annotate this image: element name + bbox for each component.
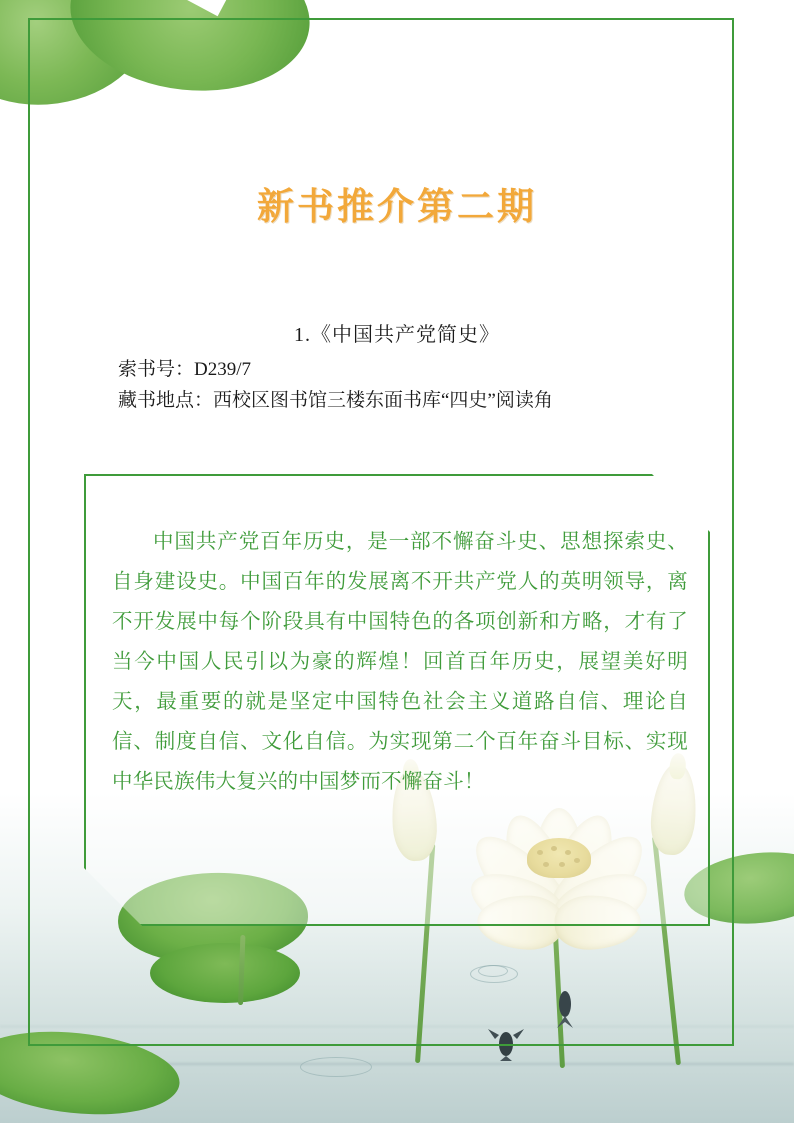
- book-entry-title: 1.《中国共产党简史》: [294, 324, 500, 346]
- page-title: 新书推介第二期: [257, 186, 537, 227]
- book-metadata: [118, 354, 678, 416]
- note-text: 中国共产党百年历史，是一部不懈奋斗史、思想探索史、自身建设史。中国百年的发展离不开共产党人的英明领导，离不开发展中每个阶段具有中国特色的各项创新和方略，才有了当今中国人民引以为豪的辉煌！回首百年历史，展望美好明天，最重要的就是坚定中国特色社会主义道路自信、理论自信、制度自信、文化自信。为实现第二个百年奋斗目标、实现中华民族伟大复兴的中国梦而不懈奋斗！: [112, 531, 688, 793]
- call-number-line: 索书号：D239/7: [118, 359, 252, 380]
- location-line: 藏书地点：西校区图书馆三楼东面书库“四史”阅读角: [118, 390, 553, 411]
